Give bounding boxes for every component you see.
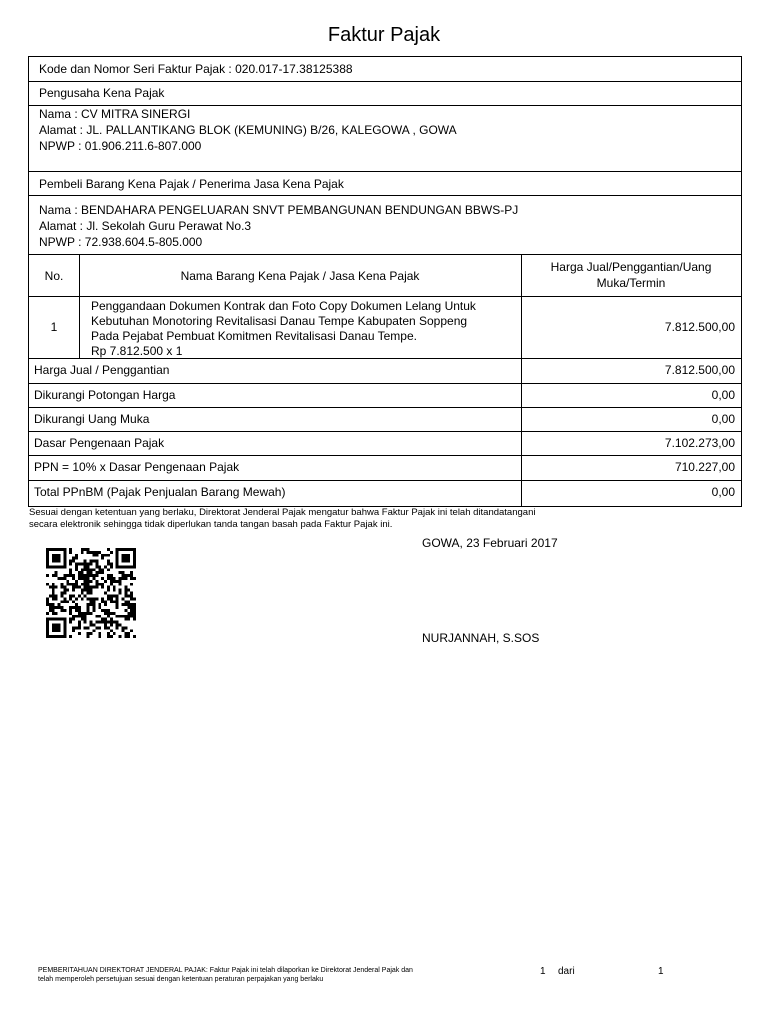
column-divider <box>79 255 80 359</box>
e-signature-note <box>29 507 609 531</box>
row-desc-line3: Pada Pejabat Pembuat Komitmen Revitalisasi Danau Tempe. <box>91 329 417 343</box>
page-title: Faktur Pajak <box>327 24 441 46</box>
buyer-section-row <box>29 172 741 196</box>
header-no: No. <box>44 269 64 283</box>
summary-label: Dikurangi Uang Muka <box>34 412 150 426</box>
buyer-name: Nama : BENDAHARA PENGELUARAN SNVT PEMBANGUNAN BENDUNGAN BBWS-PJ <box>39 203 519 217</box>
page-total: 1 <box>658 966 664 977</box>
invoice-code: Kode dan Nomor Seri Faktur Pajak : 020.017-17.38125388 <box>39 62 353 76</box>
summary-row <box>29 384 741 408</box>
summary-value: 7.102.273,00 <box>664 436 735 450</box>
header-item: Nama Barang Kena Pajak / Jasa Kena Pajak <box>180 269 420 283</box>
summary-row <box>29 432 741 456</box>
qr-code-icon <box>44 548 138 638</box>
summary-row <box>29 359 741 384</box>
seller-npwp: NPWP : 01.906.211.6-807.000 <box>39 139 202 153</box>
summary-row <box>29 481 741 506</box>
invoice-code-row <box>29 57 741 82</box>
summary-label: Dikurangi Potongan Harga <box>34 388 176 402</box>
row-no: 1 <box>50 320 58 334</box>
table-header <box>29 255 741 297</box>
signer-name: NURJANNAH, S.SOS <box>422 631 540 645</box>
summary-label: Harga Jual / Penggantian <box>34 363 170 377</box>
table-row <box>29 297 741 359</box>
column-divider <box>521 255 522 359</box>
note-line: Sesuai dengan ketentuan yang berlaku, Direktorat Jenderal Pajak mengatur bahwa Faktur Pajak ini telah ditandatangani <box>29 507 536 518</box>
summary-value: 710.227,00 <box>674 460 735 474</box>
buyer-section-title: Pembeli Barang Kena Pajak / Penerima Jasa Kena Pajak <box>39 177 344 191</box>
summary-row <box>29 408 741 432</box>
buyer-address: Alamat : Jl. Sekolah Guru Perawat No.3 <box>39 219 252 233</box>
row-desc-line2: Kebutuhan Monotoring Revitalisasi Danau Tempe Kabupaten Soppeng <box>91 314 468 328</box>
place-date: GOWA, 23 Februari 2017 <box>422 536 558 550</box>
summary-value: 0,00 <box>711 485 735 499</box>
summary-value: 7.812.500,00 <box>664 363 735 377</box>
seller-details <box>29 106 741 172</box>
summary-row <box>29 456 741 481</box>
summary-label: Dasar Pengenaan Pajak <box>34 436 165 450</box>
seller-section-title: Pengusaha Kena Pajak <box>39 86 165 100</box>
row-desc-line1: Penggandaan Dokumen Kontrak dan Foto Copy Dokumen Lelang Untuk <box>91 299 476 313</box>
footer-notice <box>38 966 478 984</box>
column-divider <box>521 359 522 506</box>
page-current: 1 <box>540 966 546 977</box>
seller-address: Alamat : JL. PALLANTIKANG BLOK (KEMUNING) B/26, KALEGOWA , GOWA <box>39 123 457 137</box>
header-price-line1: Harga Jual/Penggantian/Uang <box>550 260 712 274</box>
header-price-line2: Muka/Termin <box>596 276 666 290</box>
row-amount: 7.812.500,00 <box>664 320 735 334</box>
footer-line: telah memperoleh persetujuan sesuai dengan ketentuan peraturan perpajakan yang berlaku <box>38 976 324 983</box>
note-line: secara elektronik sehingga tidak diperlukan tanda tangan basah pada Faktur Pajak ini. <box>29 519 393 530</box>
summary-value: 0,00 <box>711 412 735 426</box>
seller-name: Nama : CV MITRA SINERGI <box>39 107 191 121</box>
row-desc-line4: Rp 7.812.500 x 1 <box>91 344 183 358</box>
footer-line: PEMBERITAHUAN DIREKTORAT JENDERAL PAJAK: Faktur Pajak ini telah dilaporkan ke Direktorat Jenderal Pajak dan <box>38 967 413 974</box>
summary-label: PPN = 10% x Dasar Pengenaan Pajak <box>34 460 240 474</box>
buyer-npwp: NPWP : 72.938.604.5-805.000 <box>39 235 203 249</box>
invoice-frame <box>28 56 742 507</box>
summary-value: 0,00 <box>711 388 735 402</box>
summary-label: Total PPnBM (Pajak Penjualan Barang Mewah) <box>34 485 286 499</box>
seller-section-row <box>29 82 741 106</box>
page-of-label: dari <box>558 966 575 977</box>
buyer-details <box>29 196 741 255</box>
